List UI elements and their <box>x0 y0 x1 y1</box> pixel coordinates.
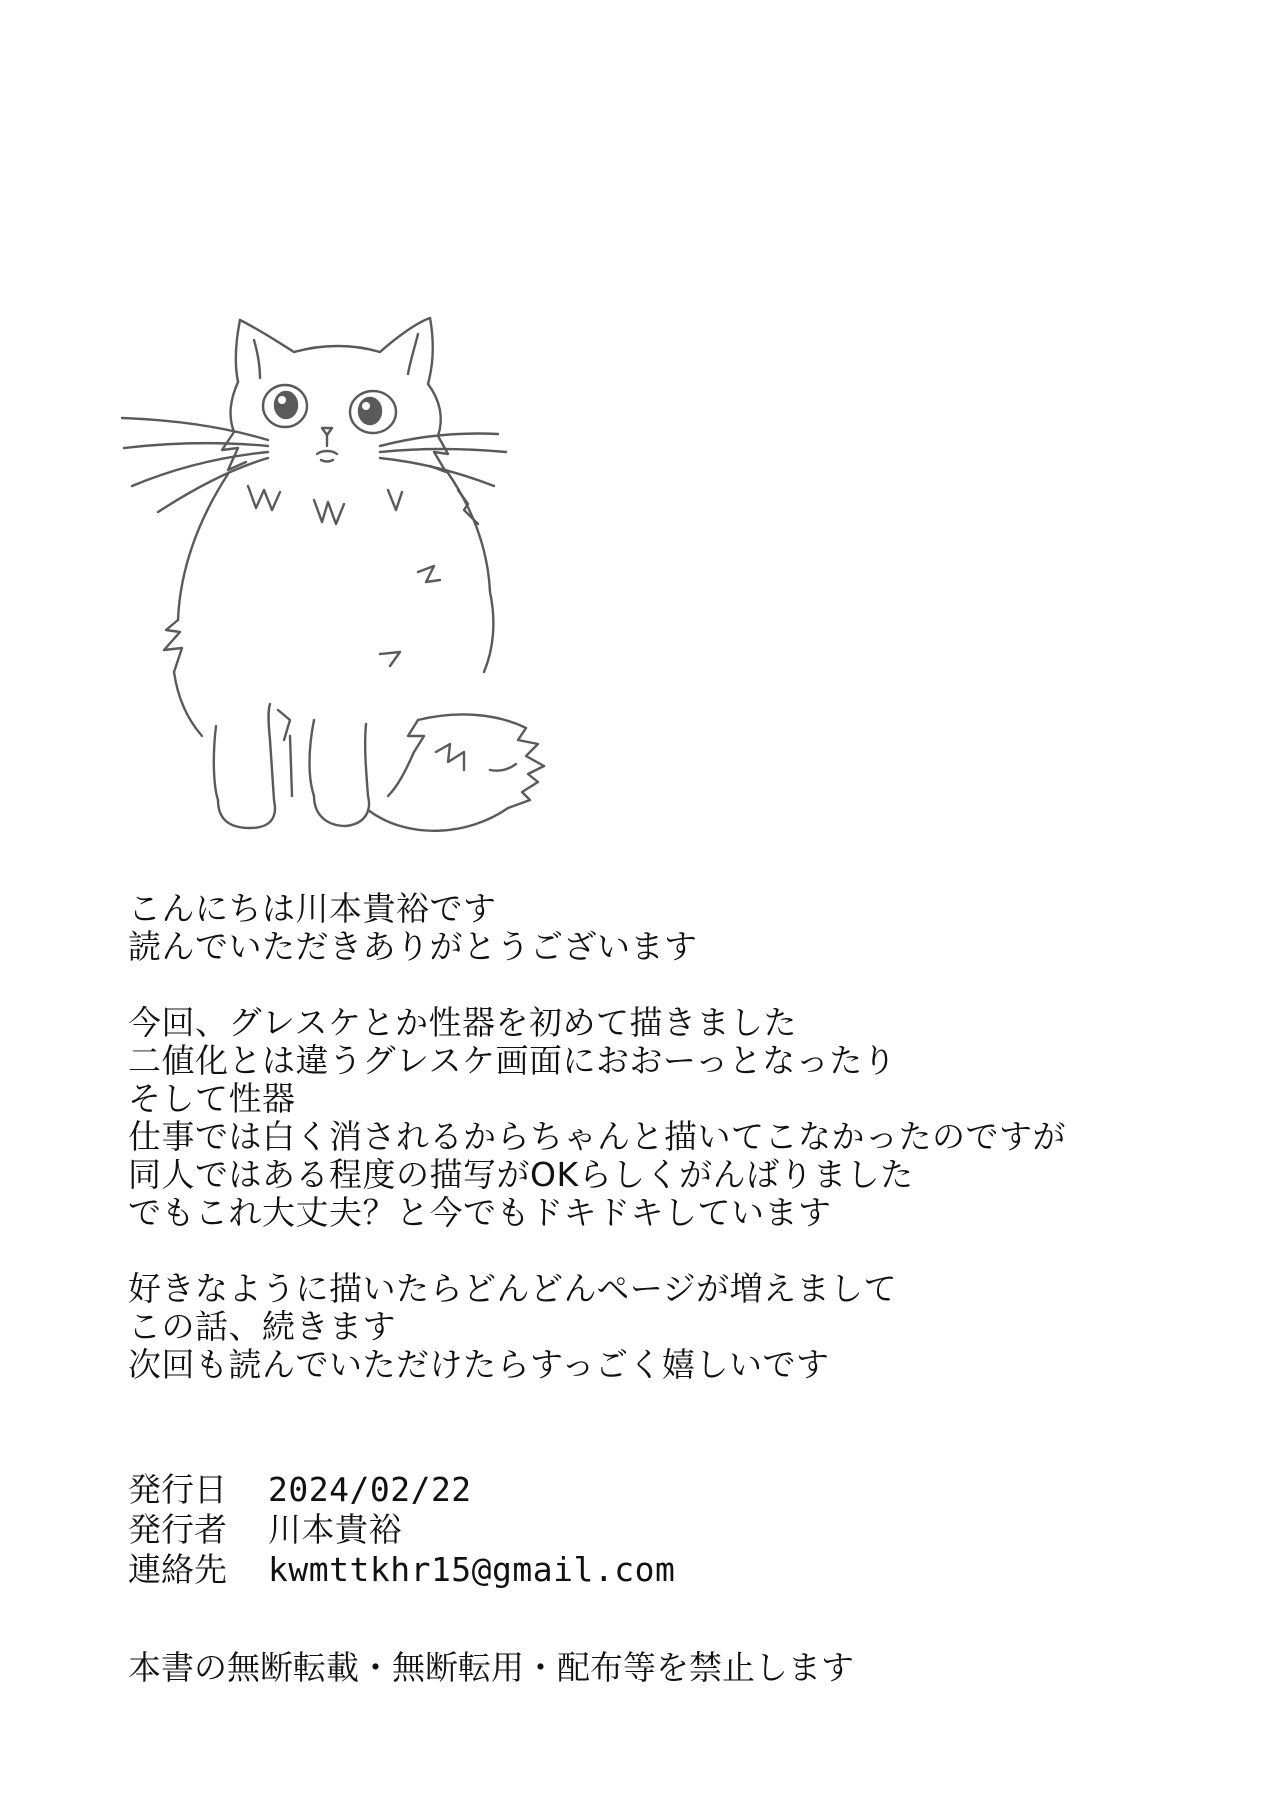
message-line: こんにちは川本貴裕です <box>128 889 497 928</box>
publisher-row <box>128 1510 1188 1550</box>
message-line: 読んでいただきありがとうございます <box>128 927 698 966</box>
colophon <box>128 1470 1188 1590</box>
message-line: でもこれ大丈夫？と今でもドキドキしています <box>128 1193 832 1232</box>
message-line: 同人ではある程度の描写がOKらしくがんばりました <box>128 1155 914 1194</box>
issue-date-value: 2024/02/22 <box>268 1470 472 1509</box>
issue-date-row <box>128 1470 1188 1510</box>
message-line: そして性器 <box>128 1079 296 1118</box>
afterword-message <box>128 890 1188 1384</box>
message-line: 次回も読んでいただけたらすっごく嬉しいです <box>128 1345 830 1384</box>
message-line: 今回、グレスケとか性器を初めて描きました <box>128 1003 798 1042</box>
issue-date-label: 発行日 <box>128 1470 227 1509</box>
publisher-label: 発行者 <box>128 1510 227 1549</box>
contact-email[interactable]: kwmttkhr15@gmail.com <box>268 1550 676 1589</box>
cat-sketch-icon <box>118 300 638 840</box>
message-line: 仕事では白く消されるからちゃんと描いてこなかったのですが <box>128 1117 1066 1156</box>
message-line: この話、続きます <box>128 1307 396 1346</box>
publisher-value: 川本貴裕 <box>268 1510 402 1549</box>
copyright-notice: 本書の無断転載・無断転用・配布等を禁止します <box>128 1648 854 1687</box>
message-spacer <box>128 966 1188 1004</box>
contact-label: 連絡先 <box>128 1550 227 1589</box>
message-line: 二値化とは違うグレスケ画面におおーっとなったり <box>128 1041 897 1080</box>
contact-row <box>128 1550 1188 1590</box>
message-spacer <box>128 1232 1188 1270</box>
message-line: 好きなように描いたらどんどんページが増えまして <box>128 1269 898 1308</box>
